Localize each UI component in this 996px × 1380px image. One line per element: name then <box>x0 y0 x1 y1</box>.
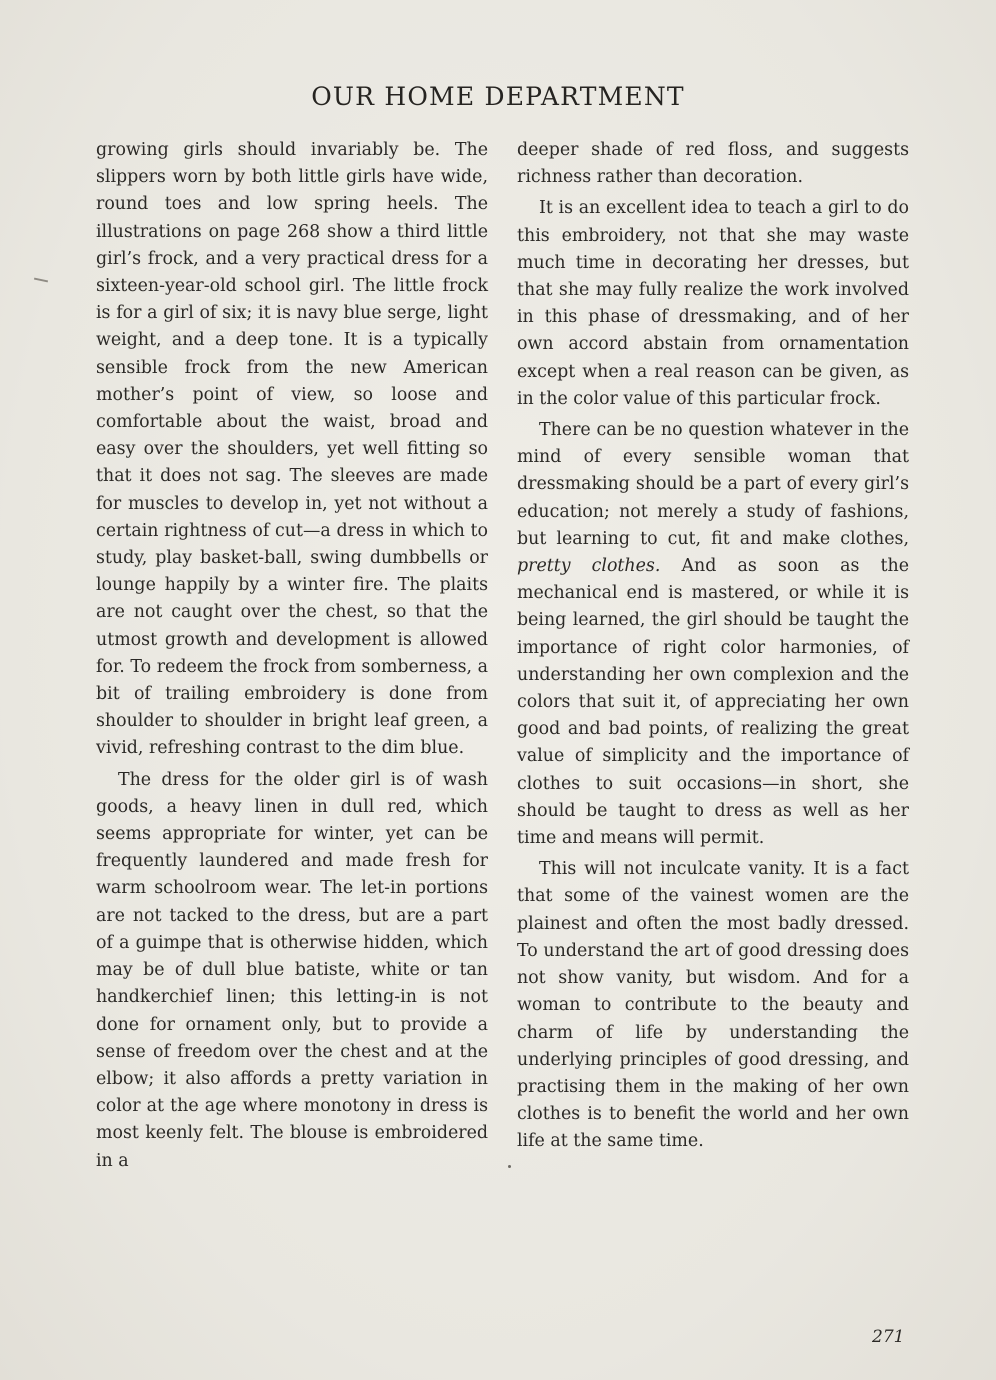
page-title: OUR HOME DEPARTMENT <box>311 82 685 111</box>
paragraph: It is an excellent idea to teach a girl to do this embroidery, not that she may waste much time in decorating her dresses, but that she may fully realize the work involved in this phase of dressmaking, and of her own accord abstain from ornamentation except when a real reason can be given, as in the color value of this particular frock. <box>517 198 909 409</box>
paragraph <box>517 417 909 852</box>
paragraph: The dress for the older girl is of wash goods, a heavy linen in dull red, which seems appropriate for winter, yet can be frequently laundered and made fresh for warm schoolroom wear. The let-in portions are not tacked to the dress, but are a part of a guimpe that is otherwise hidden, which may be of dull blue batiste, white or tan handkerchief linen; this letting-in is not done for ornament only, but to provide a sense of freedom over the chest and at the elbow; it also affords a pretty variation in color at the age where monotony in dress is most keenly felt. The blouse is embroidered in a <box>96 769 488 1171</box>
paragraph: growing girls should invariably be. The slippers worn by both little girls have wide, round toes and low spring heels. The illustrations on page 268 show a third little girl’s frock, and a very practical dress for a sixteen-year-old school girl. The little frock is for a girl of six; it is navy blue serge, light weight, and a deep tone. It is a typically sensible frock from the new American mother’s point of view, so loose and comfortable about the waist, broad and easy over the shoulders, yet well fitting so that it does not sag. The sleeves are made for muscles to develop in, yet not without a certain rightness of cut—a dress in which to study, play basket-ball, swing dumbbells or lounge happily by a winter fire. The plaits are not caught over the chest, so that the utmost growth and development is allowed for. To redeem the frock from somberness, a bit of trailing embroidery is done from shoulder to shoulder in bright leaf green, a vivid, refreshing contrast to the dim blue. <box>96 140 488 759</box>
paragraph-text: And as soon as the mechanical end is mastered, or while it is being learned, the girl should be taught the importance of right color harmonies, of understanding her own complexion and the colors that suit it, of appreciating her own good and bad points, of realizing the great value of simplicity and the importance of clothes to suit occasions—in short, she should be taught to dress as well as her time and means will permit. <box>517 556 909 849</box>
emphasis-text: pretty clothes. <box>517 556 661 577</box>
margin-dot <box>508 1165 511 1168</box>
page-number: 271 <box>872 1327 905 1347</box>
paragraph-text: There can be no question whatever in the mind of every sensible woman that dressmaking should be a part of every girl’s education; not merely a study of fashions, but learning to cut, fit and make clothes, <box>517 420 909 549</box>
margin-mark <box>34 278 48 283</box>
right-column <box>517 137 909 1156</box>
paragraph: This will not inculcate vanity. It is a fact that some of the vainest women are the plainest and often the most badly dressed. To understand the art of good dressing does not show vanity, but wisdom. And for a woman to contribute to the beauty and charm of life by understanding the underlying principles of good dressing, and practising them in the making of her own clothes is to benefit the world and her own life at the same time. <box>517 859 909 1152</box>
paragraph: deeper shade of red floss, and suggests richness rather than decoration. <box>517 140 909 188</box>
left-column <box>96 137 488 1175</box>
